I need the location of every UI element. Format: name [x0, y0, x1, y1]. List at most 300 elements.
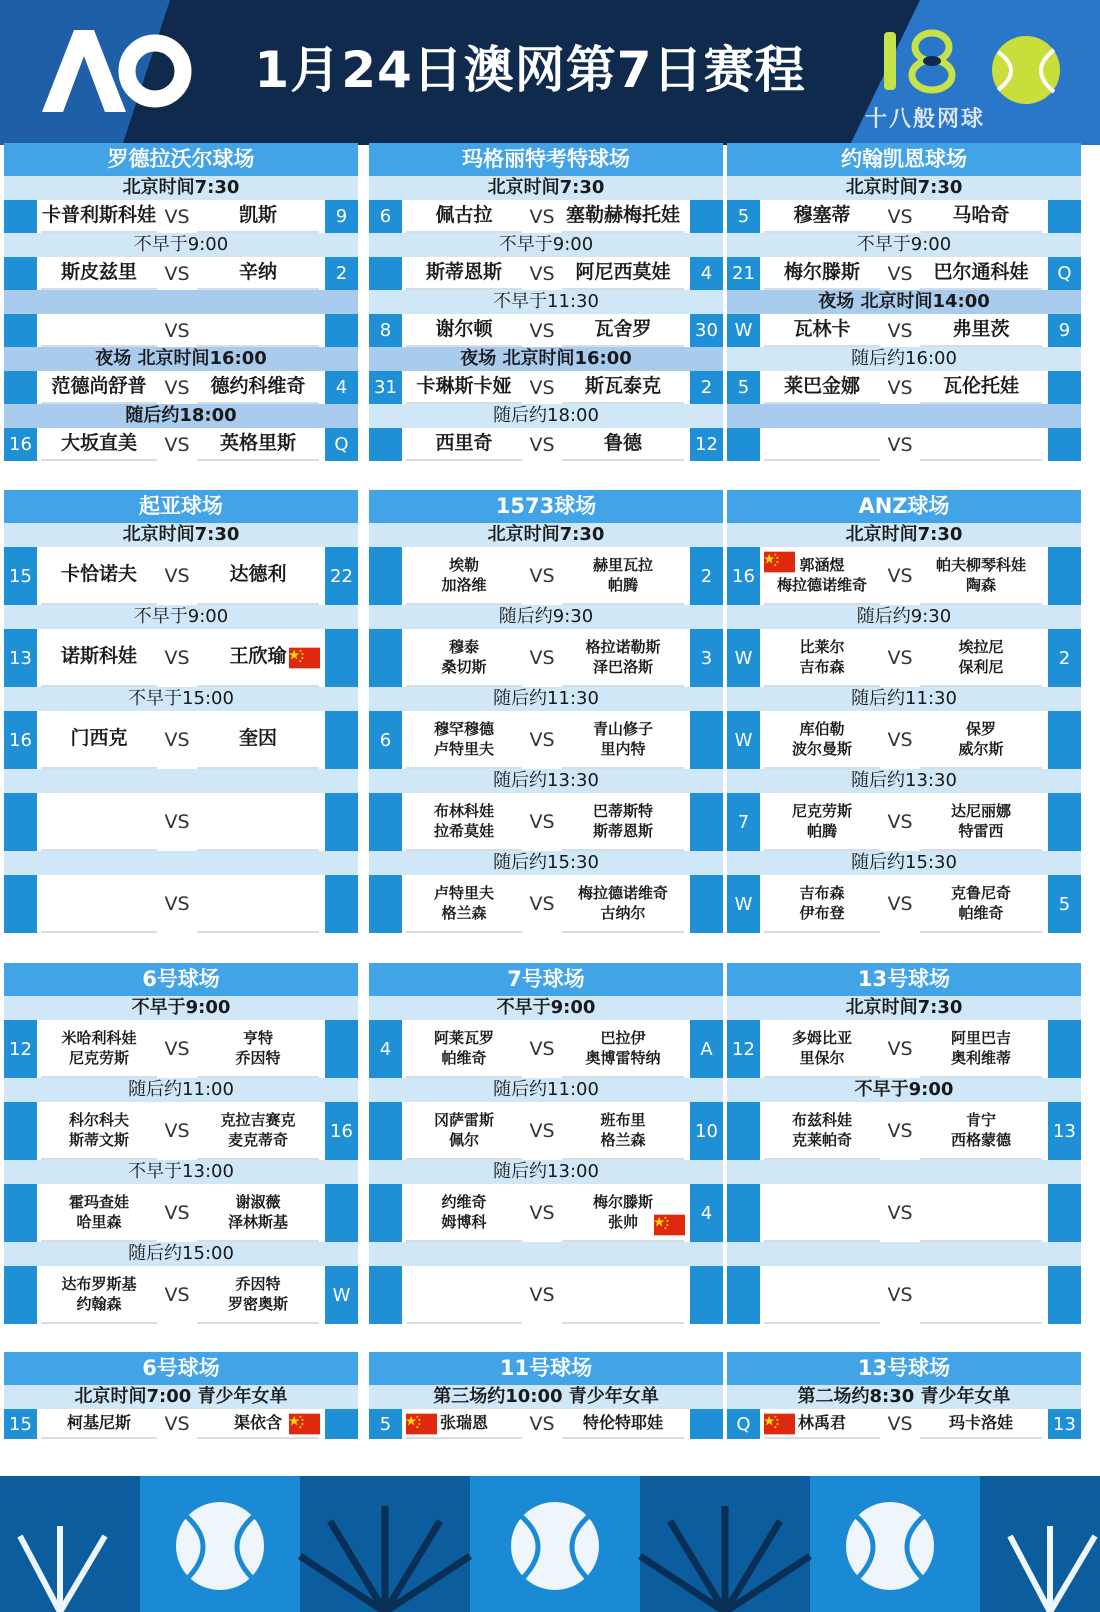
player-right	[197, 1102, 319, 1160]
court-card	[369, 490, 723, 933]
player-name: 帕维奇	[441, 1049, 487, 1067]
vs-label: VS	[164, 1120, 190, 1142]
player-name: 穆罕穆德	[433, 719, 494, 738]
seed-left	[369, 547, 402, 605]
court-title: 玛格丽特考特球场	[369, 143, 723, 176]
seed-left: 16	[727, 547, 760, 605]
seed-right: 2	[1048, 629, 1081, 687]
player-name: 瓦林卡	[793, 317, 851, 340]
player-name: 拉希莫娃	[433, 822, 494, 840]
match-row[interactable]	[4, 1184, 358, 1242]
match-row[interactable]	[369, 257, 723, 290]
player-name: 格兰森	[600, 1131, 646, 1149]
player-left	[764, 1102, 880, 1160]
seed-right: 16	[325, 1102, 358, 1160]
player-left	[41, 1184, 157, 1242]
player-right	[197, 711, 319, 769]
match-row[interactable]	[369, 1266, 723, 1324]
header-banner	[0, 0, 1100, 145]
player-name: 加洛维	[441, 576, 487, 594]
player-right	[562, 629, 684, 687]
player-left	[406, 793, 522, 851]
court-card	[727, 490, 1081, 933]
court-card	[4, 490, 358, 933]
player-name: 约维奇	[441, 1192, 487, 1211]
match-row[interactable]	[727, 371, 1081, 404]
session-time-label: 随后约18:00	[369, 404, 723, 428]
player-left	[406, 1266, 522, 1324]
session-time-label: 随后约11:30	[727, 687, 1081, 711]
seed-left: 12	[727, 1020, 760, 1078]
match-row[interactable]	[369, 200, 723, 233]
player-name: 达尼丽娜	[950, 801, 1011, 820]
player-name: 佩古拉	[435, 203, 493, 226]
seed-right	[325, 711, 358, 769]
seed-right: 22	[325, 547, 358, 605]
vs-label: VS	[887, 376, 913, 399]
seed-right: 13	[1048, 1409, 1081, 1439]
match-row[interactable]	[727, 793, 1081, 851]
player-right	[197, 257, 319, 290]
seed-right: 2	[690, 547, 723, 605]
player-name: 奥博雷特纳	[585, 1049, 661, 1067]
session-time-label: 北京时间7:30	[727, 996, 1081, 1020]
session-time-label: 北京时间7:00 青少年女单	[4, 1385, 358, 1409]
player-name: 瓦伦托娃	[942, 374, 1019, 397]
match-row[interactable]	[727, 547, 1081, 605]
player-right	[562, 1266, 684, 1324]
player-right	[197, 547, 319, 605]
session-time-label: 不早于9:00	[369, 233, 723, 257]
player-name: 保罗	[965, 719, 996, 738]
match-row[interactable]	[727, 875, 1081, 933]
player-name: 斯蒂文斯	[68, 1131, 129, 1149]
session-time-label: 随后约15:30	[727, 851, 1081, 875]
seed-right	[325, 875, 358, 933]
seed-right	[325, 1409, 358, 1439]
player-name: 伊布登	[799, 904, 845, 922]
seed-left	[369, 629, 402, 687]
player-name: 渠依含	[233, 1413, 282, 1433]
match-row[interactable]	[727, 257, 1081, 290]
court-card	[727, 1352, 1081, 1439]
session-time-label: 不早于9:00	[369, 996, 723, 1020]
seed-right: 4	[690, 1184, 723, 1242]
player-right	[920, 547, 1042, 605]
vs-label: VS	[164, 1202, 190, 1224]
player-name: 巴拉伊	[600, 1028, 646, 1047]
seed-right: 2	[325, 257, 358, 290]
player-name: 大坂直美	[60, 431, 137, 454]
seed-left: 4	[369, 1020, 402, 1078]
player-right	[562, 200, 684, 233]
vs-label: VS	[164, 262, 190, 285]
player-right	[920, 629, 1042, 687]
session-time-label: 北京时间7:30	[727, 523, 1081, 547]
player-right	[562, 1020, 684, 1078]
player-right	[920, 1020, 1042, 1078]
player-left	[406, 257, 522, 290]
vs-label: VS	[529, 262, 555, 285]
player-name: 库伯勒	[799, 719, 845, 738]
match-row[interactable]	[4, 314, 358, 347]
player-name: 特雷西	[958, 822, 1004, 840]
player-left	[41, 711, 157, 769]
player-name: 英格里斯	[219, 431, 296, 454]
match-row[interactable]	[369, 629, 723, 687]
player-right	[920, 200, 1042, 233]
player-right	[562, 711, 684, 769]
court-title: ANZ球场	[727, 490, 1081, 523]
seed-left	[4, 875, 37, 933]
player-name: 约翰森	[76, 1295, 122, 1313]
seed-right: 2	[690, 371, 723, 404]
player-name: 保利尼	[958, 658, 1004, 676]
session-time-label: 北京时间7:30	[369, 523, 723, 547]
vs-label: VS	[529, 647, 555, 669]
footer-decoration	[0, 1476, 1100, 1612]
match-row[interactable]	[727, 1102, 1081, 1160]
player-name: 吉布森	[799, 658, 845, 676]
vs-label: VS	[529, 811, 555, 833]
player-name: 哈里森	[76, 1213, 122, 1231]
player-left	[41, 629, 157, 687]
court-card	[727, 143, 1081, 461]
player-left	[764, 257, 880, 290]
player-name: 柯基尼斯	[66, 1413, 131, 1433]
player-name: 西里奇	[435, 431, 493, 454]
player-name: 斯瓦泰克	[584, 374, 661, 397]
player-name: 泽巴洛斯	[592, 658, 653, 676]
player-right	[920, 875, 1042, 933]
player-name: 谢尔顿	[435, 317, 493, 340]
player-name: 罗密奥斯	[227, 1295, 288, 1313]
tennis-ball-pattern-icon	[0, 1476, 1100, 1612]
seed-left: 21	[727, 257, 760, 290]
match-row[interactable]	[369, 371, 723, 404]
seed-left: 16	[4, 711, 37, 769]
player-name: 斯蒂恩斯	[592, 822, 653, 840]
vs-label: VS	[164, 893, 190, 915]
player-name: 布兹科娃	[791, 1110, 852, 1129]
player-name: 麦克蒂奇	[227, 1131, 288, 1149]
seed-left: 5	[727, 200, 760, 233]
match-row[interactable]	[727, 428, 1081, 461]
player-right	[920, 1102, 1042, 1160]
seed-left	[4, 314, 37, 347]
night-session-label	[4, 290, 358, 314]
match-row[interactable]	[4, 1102, 358, 1160]
player-name: 吉布森	[799, 883, 845, 902]
player-name: 帕夫柳琴科娃	[935, 555, 1026, 574]
session-time-label: 随后约9:30	[369, 605, 723, 629]
seed-left: 15	[4, 1409, 37, 1439]
china-flag-icon	[764, 1412, 795, 1436]
court-title: 约翰凯恩球场	[727, 143, 1081, 176]
player-name: 奎因	[238, 727, 277, 750]
player-name: 科尔科夫	[68, 1110, 129, 1129]
player-name: 西格蒙德	[950, 1131, 1011, 1149]
seed-right	[325, 793, 358, 851]
player-left	[41, 1266, 157, 1324]
player-right	[197, 875, 319, 933]
vs-label: VS	[887, 647, 913, 669]
player-name: 门西克	[70, 727, 128, 750]
seed-right: A	[690, 1020, 723, 1078]
session-time-label: 北京时间7:30	[727, 176, 1081, 200]
match-row[interactable]	[727, 1184, 1081, 1242]
session-time-label: 随后约9:30	[727, 605, 1081, 629]
court-title: 6号球场	[4, 963, 358, 996]
player-name: 达德利	[229, 563, 287, 586]
match-row[interactable]	[4, 1409, 358, 1439]
night-session-label: 夜场 北京时间16:00	[369, 347, 723, 371]
seed-right	[325, 629, 358, 687]
seed-right: 13	[1048, 1102, 1081, 1160]
seed-left	[369, 1266, 402, 1324]
player-name: 泽林斯基	[227, 1213, 288, 1231]
seed-right	[690, 200, 723, 233]
session-time-label: 北京时间7:30	[369, 176, 723, 200]
vs-label: VS	[164, 433, 190, 456]
vs-label: VS	[887, 262, 913, 285]
seed-left: 5	[369, 1409, 402, 1439]
court-card	[369, 143, 723, 461]
match-row[interactable]	[4, 428, 358, 461]
player-left	[406, 629, 522, 687]
seed-right: 10	[690, 1102, 723, 1160]
player-name: 比莱尔	[799, 637, 845, 656]
player-name: 张帅	[607, 1213, 638, 1231]
player-name: 斯蒂恩斯	[425, 260, 502, 283]
match-row[interactable]	[369, 875, 723, 933]
player-name: 布林科娃	[433, 801, 494, 820]
match-row[interactable]	[369, 1409, 723, 1439]
player-right	[920, 314, 1042, 347]
china-flag-icon	[764, 550, 795, 574]
vs-label: VS	[887, 205, 913, 228]
match-row[interactable]	[4, 875, 358, 933]
court-title: 6号球场	[4, 1352, 358, 1385]
china-flag-icon	[289, 1412, 320, 1436]
vs-label: VS	[164, 729, 190, 751]
match-row[interactable]	[4, 547, 358, 605]
player-right	[197, 314, 319, 347]
player-right	[920, 371, 1042, 404]
match-row[interactable]	[4, 200, 358, 233]
player-left	[406, 547, 522, 605]
seed-right	[1048, 371, 1081, 404]
player-name: 辛纳	[238, 260, 277, 283]
seed-left: 16	[4, 428, 37, 461]
seed-right: 30	[690, 314, 723, 347]
session-time-label: 不早于9:00	[4, 233, 358, 257]
court-title: 13号球场	[727, 963, 1081, 996]
player-name: 波尔曼斯	[791, 740, 852, 758]
match-row[interactable]	[4, 257, 358, 290]
court-card	[727, 963, 1081, 1324]
player-name: 诺斯科娃	[60, 645, 137, 668]
court-card	[369, 963, 723, 1324]
player-left	[41, 257, 157, 290]
brand-name: 十八般网球	[864, 107, 985, 132]
session-time-label	[727, 1160, 1081, 1184]
player-name: 瓦舍罗	[594, 317, 652, 340]
player-name: 阿尼西莫娃	[575, 260, 671, 283]
player-name: 古纳尔	[600, 904, 646, 922]
match-row[interactable]	[4, 629, 358, 687]
seed-right	[1048, 1184, 1081, 1242]
session-time-label: 随后约13:30	[727, 769, 1081, 793]
match-row[interactable]	[369, 711, 723, 769]
vs-label: VS	[529, 319, 555, 342]
match-row[interactable]	[369, 547, 723, 605]
match-row[interactable]	[4, 371, 358, 404]
session-time-label	[4, 769, 358, 793]
player-left	[41, 1409, 157, 1439]
player-left	[41, 314, 157, 347]
vs-label: VS	[164, 376, 190, 399]
player-name: 奥利维蒂	[950, 1049, 1011, 1067]
seed-left: W	[727, 314, 760, 347]
seed-left: 13	[4, 629, 37, 687]
match-row[interactable]	[4, 793, 358, 851]
seed-right	[1048, 428, 1081, 461]
player-right	[197, 200, 319, 233]
player-name: 尼克劳斯	[791, 801, 852, 820]
vs-label: VS	[529, 893, 555, 915]
china-flag-icon	[406, 1412, 437, 1436]
match-row[interactable]	[727, 1266, 1081, 1324]
seed-right	[325, 314, 358, 347]
vs-label: VS	[529, 1120, 555, 1142]
match-row[interactable]	[727, 200, 1081, 233]
player-left	[41, 1020, 157, 1078]
player-name: 克鲁尼奇	[950, 883, 1011, 902]
player-name: 穆塞蒂	[793, 203, 851, 226]
seed-right: 9	[1048, 314, 1081, 347]
seed-left: 6	[369, 200, 402, 233]
session-time-label: 随后约11:00	[369, 1078, 723, 1102]
player-name: 莱巴金娜	[783, 374, 860, 397]
player-name: 弗里茨	[952, 317, 1010, 340]
player-name: 里内特	[600, 740, 646, 758]
court-card	[369, 1352, 723, 1439]
match-row[interactable]	[369, 314, 723, 347]
seed-right	[690, 793, 723, 851]
player-name: 克拉吉赛克	[220, 1110, 296, 1129]
player-right	[920, 428, 1042, 461]
match-row[interactable]	[369, 1102, 723, 1160]
player-name: 马哈奇	[952, 203, 1010, 226]
seed-right	[325, 1184, 358, 1242]
court-card	[4, 143, 358, 461]
player-left	[764, 314, 880, 347]
match-row[interactable]	[727, 711, 1081, 769]
seed-left: 7	[727, 793, 760, 851]
match-row[interactable]	[727, 1020, 1081, 1078]
vs-label: VS	[887, 893, 913, 915]
player-left	[41, 547, 157, 605]
vs-label: VS	[887, 1413, 913, 1435]
vs-label: VS	[887, 811, 913, 833]
player-name: 帕维奇	[958, 904, 1004, 922]
seed-left: 31	[369, 371, 402, 404]
player-name: 乔因特	[235, 1274, 281, 1293]
match-row[interactable]	[727, 629, 1081, 687]
player-name: 埃勒	[448, 555, 479, 574]
player-name: 卡恰诺夫	[60, 563, 137, 586]
match-row[interactable]	[4, 1020, 358, 1078]
seed-left	[369, 257, 402, 290]
vs-label: VS	[887, 1284, 913, 1306]
player-name: 范德尚舒普	[51, 374, 147, 397]
player-left	[406, 428, 522, 461]
player-name: 梅拉德诺维奇	[577, 883, 668, 902]
match-row[interactable]	[369, 1020, 723, 1078]
match-row[interactable]	[727, 314, 1081, 347]
seed-right	[1048, 200, 1081, 233]
seed-right: 12	[690, 428, 723, 461]
player-left	[764, 875, 880, 933]
vs-label: VS	[887, 1120, 913, 1142]
player-right	[920, 1266, 1042, 1324]
player-name: 塞勒赫梅托娃	[565, 203, 680, 226]
night-session-label	[727, 404, 1081, 428]
player-name: 陶森	[965, 576, 996, 594]
match-row[interactable]	[4, 711, 358, 769]
vs-label: VS	[529, 376, 555, 399]
player-left	[764, 1020, 880, 1078]
session-time-label: 随后约16:00	[727, 347, 1081, 371]
seed-left	[727, 1266, 760, 1324]
seed-right: Q	[325, 428, 358, 461]
player-left	[406, 371, 522, 404]
player-name: 斯皮兹里	[60, 260, 137, 283]
seed-left	[4, 1102, 37, 1160]
seed-left	[727, 428, 760, 461]
seed-left: W	[727, 629, 760, 687]
player-name: 姆博科	[441, 1213, 487, 1231]
night-session-label: 夜场 北京时间14:00	[727, 290, 1081, 314]
vs-label: VS	[529, 1038, 555, 1060]
player-name: 德约科维奇	[210, 374, 306, 397]
player-left	[764, 711, 880, 769]
player-right	[920, 1184, 1042, 1242]
player-name: 王欣瑜	[229, 645, 287, 668]
seed-left	[369, 875, 402, 933]
player-name: 青山修子	[592, 719, 653, 738]
player-left	[41, 371, 157, 404]
player-left	[406, 314, 522, 347]
match-row[interactable]	[4, 1266, 358, 1324]
vs-label: VS	[164, 647, 190, 669]
match-row[interactable]	[727, 1409, 1081, 1439]
player-name: 帕腾	[607, 576, 638, 594]
player-name: 埃拉尼	[958, 637, 1004, 656]
seed-left	[727, 1102, 760, 1160]
match-row[interactable]	[369, 1184, 723, 1242]
session-time-label: 北京时间7:30	[4, 523, 358, 547]
player-left	[764, 428, 880, 461]
match-row[interactable]	[369, 793, 723, 851]
player-name: 赫里瓦拉	[592, 555, 653, 574]
player-name: 玛卡洛娃	[948, 1413, 1013, 1433]
match-row[interactable]	[369, 428, 723, 461]
player-right	[197, 428, 319, 461]
player-right	[197, 1266, 319, 1324]
seed-left	[4, 200, 37, 233]
